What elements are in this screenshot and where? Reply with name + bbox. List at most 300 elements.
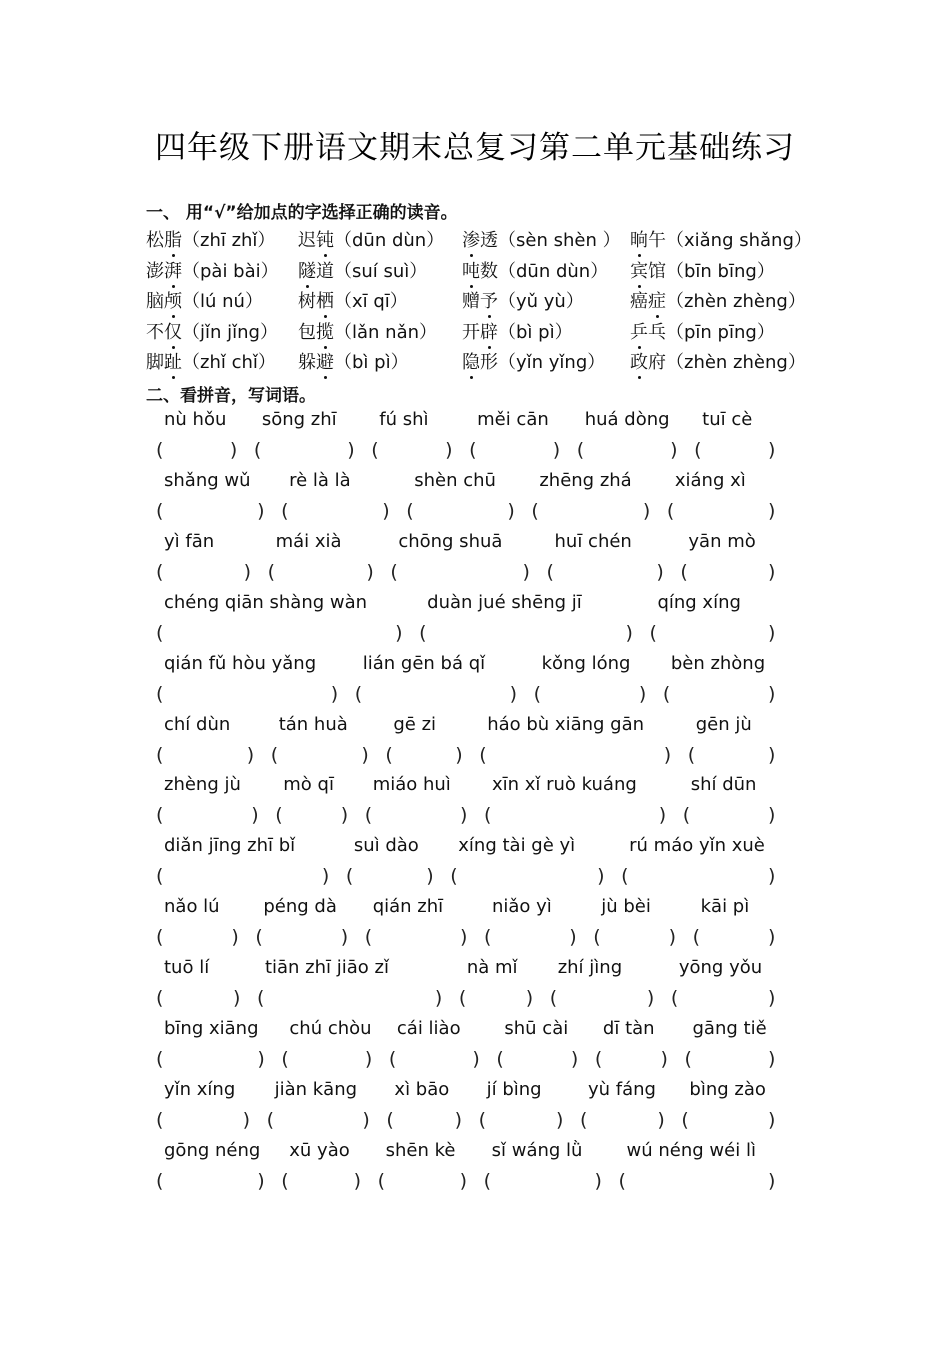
pinyin-prompt: xīn xǐ ruò kuáng xyxy=(491,774,637,796)
answer-close-bracket: ) xyxy=(229,439,238,461)
answer-open-bracket: ( xyxy=(345,865,354,888)
pinyin-prompt: rú máo yǐn xuè xyxy=(629,835,765,857)
character: 包 xyxy=(298,321,316,343)
pinyin-options[interactable]: （dūn dùn） xyxy=(498,260,609,282)
answer-open-bracket: ( xyxy=(281,1169,289,1192)
pinyin-row xyxy=(0,714,950,744)
answer-open-bracket: ( xyxy=(681,1108,689,1131)
answer-open-bracket: ( xyxy=(156,804,164,827)
answer-close-bracket: ) xyxy=(454,1108,463,1131)
answer-close-bracket: ) xyxy=(768,1169,776,1192)
answer-open-bracket: ( xyxy=(281,1048,289,1070)
answer-open-bracket: ( xyxy=(156,926,164,949)
answer-row xyxy=(0,439,950,469)
reading-item xyxy=(298,257,427,283)
answer-close-bracket: ) xyxy=(382,499,390,522)
pinyin-options[interactable]: （bīn bīng） xyxy=(666,260,775,282)
pinyin-prompt: lián gēn bá qǐ xyxy=(362,652,486,674)
section2-heading: 二、看拼音，写词语。 xyxy=(146,386,316,406)
reading-item xyxy=(298,348,409,374)
reading-item xyxy=(462,257,608,283)
answer-close-bracket: ) xyxy=(663,743,672,766)
answer-close-bracket: ) xyxy=(670,439,678,461)
answer-open-bracket: ( xyxy=(156,682,164,705)
answer-open-bracket: ( xyxy=(694,439,702,461)
answer-row xyxy=(0,683,950,713)
answer-close-bracket: ) xyxy=(768,926,776,949)
answer-close-bracket: ) xyxy=(251,804,259,827)
answer-open-bracket: ( xyxy=(156,1169,164,1192)
pinyin-row xyxy=(0,531,950,561)
word xyxy=(630,352,666,373)
answer-close-bracket: ) xyxy=(658,804,667,827)
answer-open-bracket: ( xyxy=(156,743,164,766)
pinyin-prompt: yōng yǒu xyxy=(678,957,763,979)
answer-close-bracket: ) xyxy=(330,682,339,705)
section1-heading: 一、 用“√”给加点的字选择正确的读音。 xyxy=(146,203,458,223)
answer-close-bracket: ) xyxy=(395,621,403,644)
pinyin-options[interactable]: （jǐn jǐng） xyxy=(182,321,278,343)
pinyin-prompt: shēn kè xyxy=(385,1139,456,1161)
pinyin-options[interactable]: （bì pì） xyxy=(498,321,573,343)
answer-close-bracket: ) xyxy=(257,1048,265,1070)
character: 澎 xyxy=(146,260,164,282)
reading-item xyxy=(146,348,276,374)
word xyxy=(630,261,666,282)
pinyin-prompt: wú néng wéi lì xyxy=(626,1139,756,1161)
pinyin-prompt: nù hǒu xyxy=(164,409,227,430)
dotted-character: 隐 xyxy=(462,348,480,374)
answer-close-bracket: ) xyxy=(594,1169,602,1192)
pinyin-prompt: bèn zhòng xyxy=(670,652,766,674)
character: 脚 xyxy=(146,352,164,373)
answer-close-bracket: ) xyxy=(459,804,468,827)
answer-row xyxy=(0,561,950,591)
answer-row xyxy=(0,987,950,1017)
answer-open-bracket: ( xyxy=(649,621,657,644)
pinyin-prompt: xū yào xyxy=(289,1139,350,1161)
word xyxy=(298,261,334,282)
pinyin-prompt: shǎng wǔ xyxy=(164,469,251,491)
answer-open-bracket: ( xyxy=(483,1169,492,1192)
answer-open-bracket: ( xyxy=(594,1048,603,1070)
dotted-character: 症 xyxy=(648,287,666,313)
answer-open-bracket: ( xyxy=(580,1108,588,1131)
word xyxy=(462,261,498,282)
dotted-character: 政 xyxy=(630,348,648,374)
answer-close-bracket: ) xyxy=(509,682,518,705)
character: 透 xyxy=(480,230,498,251)
character: 形 xyxy=(480,352,498,373)
pinyin-prompt: zhēng zhá xyxy=(539,469,632,491)
pinyin-prompt: zhí jìng xyxy=(557,957,623,979)
pinyin-row xyxy=(0,835,950,865)
pinyin-prompt: yān mò xyxy=(688,530,756,552)
answer-open-bracket: ( xyxy=(531,499,539,522)
answer-close-bracket: ) xyxy=(364,1048,373,1070)
pinyin-row xyxy=(0,1079,950,1109)
character: 树 xyxy=(298,291,316,312)
answer-close-bracket: ) xyxy=(257,499,265,522)
pinyin-prompt: jí bìng xyxy=(486,1078,542,1100)
pinyin-prompt: xì bāo xyxy=(394,1078,450,1100)
answer-open-bracket: ( xyxy=(687,743,696,766)
answer-close-bracket: ) xyxy=(340,804,349,827)
answer-open-bracket: ( xyxy=(156,1048,164,1070)
pinyin-prompt: shí dūn xyxy=(690,774,757,796)
character: 迟 xyxy=(298,230,316,251)
word xyxy=(630,322,666,343)
pinyin-options[interactable]: （pài bài） xyxy=(182,260,279,282)
answer-close-bracket: ) xyxy=(768,560,776,583)
character: 躲 xyxy=(298,352,316,373)
pinyin-prompt: péng dà xyxy=(263,896,337,918)
pinyin-row xyxy=(0,409,950,439)
pinyin-prompt: huá dòng xyxy=(584,409,670,430)
character: 赠 xyxy=(462,291,480,312)
answer-open-bracket: ( xyxy=(546,560,554,583)
pinyin-prompt: qián fǔ hòu yǎng xyxy=(164,652,317,674)
answer-open-bracket: ( xyxy=(390,560,398,583)
answer-open-bracket: ( xyxy=(496,1048,504,1070)
dotted-character: 予 xyxy=(480,287,498,313)
word xyxy=(462,291,498,312)
answer-row xyxy=(0,865,950,895)
answer-close-bracket: ) xyxy=(656,560,664,583)
pinyin-row xyxy=(0,957,950,987)
pinyin-options[interactable]: （yǔ yù） xyxy=(498,291,584,312)
reading-item xyxy=(298,226,444,252)
pinyin-row xyxy=(0,470,950,500)
reading-item xyxy=(630,318,775,344)
pinyin-prompt: mái xià xyxy=(275,530,342,552)
answer-close-bracket: ) xyxy=(246,743,255,766)
answer-open-bracket: ( xyxy=(156,621,164,644)
pinyin-options[interactable]: （zhǐ chǐ） xyxy=(182,352,276,373)
answer-open-bracket: ( xyxy=(253,439,262,461)
answer-close-bracket: ) xyxy=(459,926,468,949)
pinyin-prompt: gāng tiě xyxy=(692,1018,767,1039)
answer-open-bracket: ( xyxy=(156,987,164,1010)
word xyxy=(630,230,666,251)
answer-close-bracket: ) xyxy=(340,926,349,949)
pinyin-prompt: mò qī xyxy=(283,774,334,796)
answer-close-bracket: ) xyxy=(434,987,443,1010)
answer-row xyxy=(0,926,950,956)
pinyin-prompt: chú chòu xyxy=(289,1018,372,1039)
pinyin-row xyxy=(0,774,950,804)
pinyin-options[interactable]: （xī qī） xyxy=(334,291,408,312)
answer-row xyxy=(0,1109,950,1139)
answer-close-bracket: ) xyxy=(353,1169,362,1192)
word xyxy=(298,230,334,251)
pinyin-options[interactable]: （zhèn zhèng） xyxy=(666,352,806,373)
dotted-character: 宾 xyxy=(630,257,648,283)
answer-close-bracket: ) xyxy=(768,865,776,888)
answer-open-bracket: ( xyxy=(479,743,487,766)
pinyin-prompt: yǐn xíng xyxy=(164,1078,236,1100)
answer-close-bracket: ) xyxy=(646,987,655,1010)
answer-close-bracket: ) xyxy=(525,987,534,1010)
answer-close-bracket: ) xyxy=(638,682,647,705)
reading-row xyxy=(146,318,816,348)
answer-row xyxy=(0,500,950,530)
answer-open-bracket: ( xyxy=(156,1108,164,1131)
answer-open-bracket: ( xyxy=(256,987,265,1010)
word xyxy=(462,322,498,343)
answer-close-bracket: ) xyxy=(232,987,241,1010)
answer-open-bracket: ( xyxy=(267,560,275,583)
answer-open-bracket: ( xyxy=(406,499,414,522)
pinyin-options[interactable]: （pīn pīng） xyxy=(666,321,775,343)
word xyxy=(146,352,182,373)
pinyin-options[interactable]: （dūn dùn） xyxy=(334,230,445,251)
dotted-character: 避 xyxy=(316,348,334,374)
answer-open-bracket: ( xyxy=(371,439,379,461)
answer-close-bracket: ) xyxy=(668,926,677,949)
dotted-character: 晌 xyxy=(630,226,648,252)
character: 癌 xyxy=(630,291,648,312)
pinyin-prompt: jiàn kāng xyxy=(274,1078,358,1100)
answer-close-bracket: ) xyxy=(243,560,251,583)
reading-item xyxy=(146,257,279,283)
pinyin-options[interactable]: （yǐn yǐng） xyxy=(498,352,606,373)
pinyin-prompt: fú shì xyxy=(379,409,429,430)
pinyin-prompt: kāi pì xyxy=(700,896,750,918)
answer-close-bracket: ) xyxy=(570,1048,579,1070)
dotted-character: 辟 xyxy=(480,318,498,344)
pinyin-prompt: bìng zào xyxy=(689,1078,766,1100)
answer-close-bracket: ) xyxy=(625,621,633,644)
answer-open-bracket: ( xyxy=(621,865,629,888)
character: 脑 xyxy=(146,291,164,312)
pinyin-prompt: shèn chū xyxy=(414,469,496,491)
answer-open-bracket: ( xyxy=(156,865,164,888)
answer-open-bracket: ( xyxy=(680,560,688,583)
pinyin-prompt: háo bù xiāng gān xyxy=(487,713,645,735)
reading-item xyxy=(462,318,573,344)
answer-open-bracket: ( xyxy=(618,1169,626,1192)
answer-close-bracket: ) xyxy=(768,499,776,522)
pinyin-options[interactable]: （suí suì） xyxy=(334,260,428,282)
word xyxy=(462,230,498,251)
word xyxy=(630,291,666,312)
character: 不 xyxy=(146,321,164,343)
answer-open-bracket: ( xyxy=(156,499,164,522)
answer-close-bracket: ) xyxy=(426,865,434,888)
answer-open-bracket: ( xyxy=(266,1108,275,1131)
pinyin-prompt: diǎn jīng zhī bǐ xyxy=(164,835,296,857)
answer-open-bracket: ( xyxy=(386,1108,394,1131)
pinyin-options[interactable]: （zhī zhǐ） xyxy=(182,230,276,251)
reading-item xyxy=(462,348,605,374)
answer-close-bracket: ) xyxy=(642,499,651,522)
reading-item xyxy=(462,287,584,313)
answer-open-bracket: ( xyxy=(275,804,283,827)
pinyin-options[interactable]: （lú nú） xyxy=(182,291,263,312)
dotted-character: 揽 xyxy=(316,318,334,344)
character: 开 xyxy=(462,321,480,343)
dotted-character: 仅 xyxy=(164,318,182,344)
character: 馆 xyxy=(648,260,666,282)
answer-close-bracket: ) xyxy=(522,560,530,583)
reading-item xyxy=(462,226,621,252)
pinyin-prompt: qíng xíng xyxy=(657,591,741,613)
answer-close-bracket: ) xyxy=(768,743,776,766)
answer-open-bracket: ( xyxy=(692,926,701,949)
pinyin-options[interactable]: （xiǎng shǎng） xyxy=(666,230,812,251)
answer-open-bracket: ( xyxy=(469,439,477,461)
answer-open-bracket: ( xyxy=(364,804,373,827)
answer-open-bracket: ( xyxy=(458,987,467,1010)
answer-row xyxy=(0,744,950,774)
reading-item xyxy=(146,226,275,252)
answer-close-bracket: ) xyxy=(361,743,369,766)
dotted-character: 乒 xyxy=(630,318,648,344)
reading-item xyxy=(146,287,263,313)
answer-close-bracket: ) xyxy=(321,865,330,888)
answer-open-bracket: ( xyxy=(483,926,492,949)
answer-row xyxy=(0,804,950,834)
answer-close-bracket: ) xyxy=(507,499,515,522)
answer-close-bracket: ) xyxy=(231,926,239,949)
pinyin-prompt: gē zi xyxy=(393,713,437,735)
answer-close-bracket: ) xyxy=(768,682,776,705)
pinyin-prompt: shū cài xyxy=(504,1018,569,1039)
character: 道 xyxy=(316,260,334,282)
pinyin-prompt: chí dùn xyxy=(164,713,231,735)
pinyin-options[interactable]: （bì pì） xyxy=(334,352,409,373)
reading-row xyxy=(146,226,816,256)
word xyxy=(298,352,334,373)
pinyin-prompt: huī chén xyxy=(554,530,632,552)
answer-close-bracket: ) xyxy=(362,1108,370,1131)
answer-open-bracket: ( xyxy=(483,804,492,827)
answer-close-bracket: ) xyxy=(472,1048,480,1070)
pinyin-prompt: chéng qiān shàng wàn xyxy=(164,591,368,613)
pinyin-prompt: gēn jù xyxy=(695,713,752,735)
pinyin-options[interactable]: （zhèn zhèng） xyxy=(666,291,806,312)
answer-close-bracket: ) xyxy=(347,439,355,461)
dotted-character: 吨 xyxy=(462,257,480,283)
pinyin-prompt: nǎo lú xyxy=(164,896,220,918)
answer-close-bracket: ) xyxy=(569,926,577,949)
pinyin-prompt: kǒng lóng xyxy=(541,652,631,674)
answer-open-bracket: ( xyxy=(388,1048,397,1070)
pinyin-prompt: zhèng jù xyxy=(164,774,241,796)
word xyxy=(462,352,498,373)
pinyin-prompt: cái liào xyxy=(396,1018,461,1039)
answer-open-bracket: ( xyxy=(255,926,263,949)
pinyin-row xyxy=(0,1140,950,1170)
word xyxy=(298,322,334,343)
pinyin-prompt: sōng zhī xyxy=(261,409,337,430)
reading-item xyxy=(630,287,806,313)
pinyin-row xyxy=(0,653,950,683)
pinyin-row xyxy=(0,592,950,622)
answer-row xyxy=(0,1048,950,1078)
pinyin-prompt: sǐ wáng lǜ xyxy=(491,1139,583,1161)
answer-open-bracket: ( xyxy=(364,926,373,949)
answer-open-bracket: ( xyxy=(593,926,601,949)
answer-open-bracket: ( xyxy=(419,621,427,644)
answer-close-bracket: ) xyxy=(768,1048,776,1070)
answer-open-bracket: ( xyxy=(478,1108,487,1131)
answer-close-bracket: ) xyxy=(242,1108,251,1131)
answer-close-bracket: ) xyxy=(459,1169,468,1192)
answer-open-bracket: ( xyxy=(270,743,279,766)
answer-open-bracket: ( xyxy=(666,499,675,522)
answer-close-bracket: ) xyxy=(657,1108,665,1131)
reading-item xyxy=(298,318,437,344)
pinyin-prompt: suì dào xyxy=(353,835,419,857)
answer-close-bracket: ) xyxy=(597,865,605,888)
answer-open-bracket: ( xyxy=(385,743,393,766)
dotted-character: 栖 xyxy=(316,287,334,313)
character: 府 xyxy=(648,352,666,373)
pinyin-prompt: miáo huì xyxy=(372,774,451,796)
pinyin-prompt: jù bèi xyxy=(601,896,651,918)
answer-open-bracket: ( xyxy=(533,682,542,705)
dotted-character: 渗 xyxy=(462,226,480,252)
pinyin-prompt: chōng shuā xyxy=(398,530,503,552)
word xyxy=(146,322,182,343)
pinyin-prompt: měi cān xyxy=(477,409,549,430)
answer-open-bracket: ( xyxy=(662,682,671,705)
pinyin-prompt: tán huà xyxy=(278,713,348,735)
answer-close-bracket: ) xyxy=(445,439,453,461)
pinyin-prompt: qián zhī xyxy=(372,896,444,918)
answer-open-bracket: ( xyxy=(682,804,691,827)
character: 乓 xyxy=(648,321,666,343)
answer-open-bracket: ( xyxy=(281,499,289,522)
answer-close-bracket: ) xyxy=(768,987,776,1010)
pinyin-options[interactable]: （lǎn nǎn） xyxy=(334,321,438,343)
answer-open-bracket: ( xyxy=(450,865,458,888)
pinyin-prompt: bīng xiāng xyxy=(164,1018,259,1039)
pinyin-prompt: rè là là xyxy=(289,469,351,491)
answer-row xyxy=(0,1170,950,1200)
character: 松 xyxy=(146,230,164,251)
pinyin-prompt: tuō lí xyxy=(164,957,210,979)
pinyin-prompt: xiáng xì xyxy=(674,469,746,491)
pinyin-prompt: gōng néng xyxy=(164,1139,261,1161)
reading-item xyxy=(146,318,278,344)
answer-close-bracket: ) xyxy=(768,1108,776,1131)
dotted-character: 趾 xyxy=(164,348,182,374)
answer-close-bracket: ) xyxy=(768,804,776,827)
pinyin-prompt: tiān zhī jiāo zǐ xyxy=(264,957,389,979)
page-title: 四年级下册语文期末总复习第二单元基础练习 xyxy=(155,130,795,166)
word xyxy=(298,291,334,312)
reading-item xyxy=(630,226,812,252)
answer-close-bracket: ) xyxy=(455,743,463,766)
answer-close-bracket: ) xyxy=(556,1108,564,1131)
dotted-character: 隧 xyxy=(298,257,316,283)
answer-open-bracket: ( xyxy=(684,1048,692,1070)
reading-item xyxy=(630,348,806,374)
pinyin-options[interactable]: （sèn shèn ） xyxy=(498,230,621,251)
reading-row xyxy=(146,257,816,287)
pinyin-prompt: niǎo yì xyxy=(491,896,552,918)
pinyin-prompt: duàn jué shēng jī xyxy=(427,591,582,613)
pinyin-prompt: xíng tài gè yì xyxy=(458,835,576,857)
answer-close-bracket: ) xyxy=(768,621,776,644)
character: 数 xyxy=(480,260,498,282)
answer-open-bracket: ( xyxy=(377,1169,386,1192)
answer-close-bracket: ) xyxy=(768,439,776,461)
answer-open-bracket: ( xyxy=(156,439,164,461)
